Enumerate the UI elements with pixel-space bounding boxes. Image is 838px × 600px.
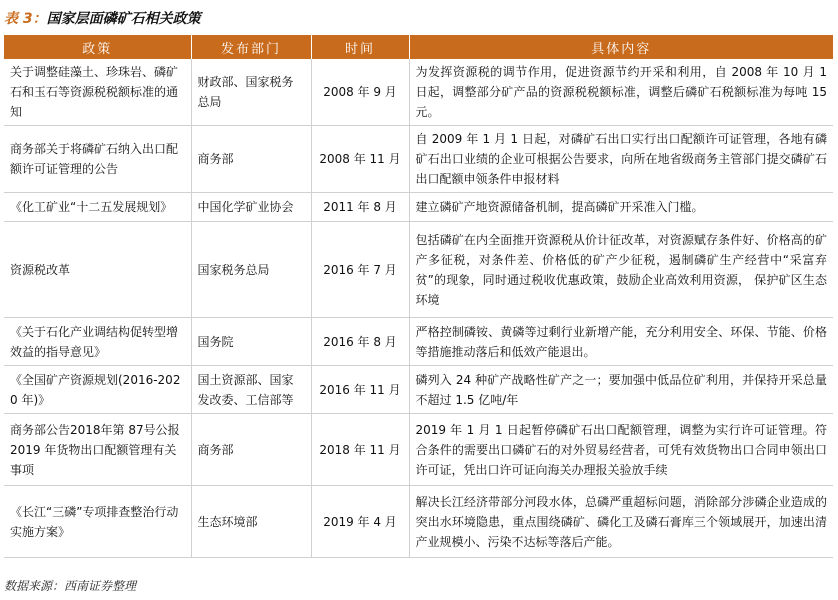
table-row — [4, 366, 833, 414]
department-cell: 国家税务总局 — [191, 222, 311, 318]
header-content: 具体内容 — [409, 35, 833, 59]
department-cell: 生态环境部 — [191, 486, 311, 558]
table-header-row — [4, 35, 833, 59]
table-row — [4, 414, 833, 486]
department-cell: 国务院 — [191, 318, 311, 366]
time-cell: 2011 年 8 月 — [311, 193, 409, 222]
content-cell: 自 2009 年 1 月 1 日起，对磷矿石出口实行出口配额许可证管理，各地有磷矿石出口业绩的企业可根据公告要求，向所在地省级商务主管部门提交磷矿石出口配额申领条件申报材料 — [409, 126, 833, 193]
table-caption — [4, 8, 201, 28]
table-row — [4, 222, 833, 318]
department-cell: 财政部、国家税务总局 — [191, 59, 311, 126]
time-cell: 2016 年 8 月 — [311, 318, 409, 366]
department-cell: 中国化学矿业协会 — [191, 193, 311, 222]
policy-cell: 《全国矿产资源规划(2016-2020 年)》 — [4, 366, 191, 414]
policy-cell: 《关于石化产业调结构促转型增效益的指导意见》 — [4, 318, 191, 366]
table-row — [4, 318, 833, 366]
content-cell: 严格控制磷铵、黄磷等过剩行业新增产能，充分利用安全、环保、节能、价格等措施推动落后和低效产能退出。 — [409, 318, 833, 366]
data-source-note: 数据来源：西南证券整理 — [4, 579, 137, 593]
table-row — [4, 193, 833, 222]
time-cell: 2016 年 7 月 — [311, 222, 409, 318]
time-cell: 2016 年 11 月 — [311, 366, 409, 414]
table-caption-number: 表 3： — [4, 11, 47, 27]
policy-table — [4, 35, 833, 558]
table-caption-text: 国家层面磷矿石相关政策 — [46, 11, 201, 27]
header-department: 发布部门 — [191, 35, 311, 59]
policy-cell: 《长江“三磷”专项排查整治行动实施方案》 — [4, 486, 191, 558]
department-cell: 国土资源部、国家发改委、工信部等 — [191, 366, 311, 414]
time-cell: 2019 年 4 月 — [311, 486, 409, 558]
content-cell: 解决长江经济带部分河段水体，总磷严重超标问题，消除部分涉磷企业造成的突出水环境隐患，重点围绕磷矿、磷化工及磷石膏库三个领域展开，加速出清产业规模小、污染不达标等落后产能。 — [409, 486, 833, 558]
content-cell: 2019 年 1 月 1 日起暂停磷矿石出口配额管理，调整为实行许可证管理。符合条件的需要出口磷矿石的对外贸易经营者，可凭有效货物出口合同申领出口许可证，凭出口许可证向海关办理报关验放手续 — [409, 414, 833, 486]
content-cell: 为发挥资源税的调节作用，促进资源节约开采和利用，自 2008 年 10 月 1 日起，调整部分矿产品的资源税税额标准，调整后磷矿石税额标准为每吨 15 元。 — [409, 59, 833, 126]
policy-cell: 《化工矿业“十二五发展规划》 — [4, 193, 191, 222]
time-cell: 2008 年 11 月 — [311, 126, 409, 193]
table-row — [4, 59, 833, 126]
department-cell: 商务部 — [191, 414, 311, 486]
time-cell: 2018 年 11 月 — [311, 414, 409, 486]
policy-cell: 资源税改革 — [4, 222, 191, 318]
policy-cell: 商务部公告2018年第 87号公报 2019 年货物出口配额管理有关事项 — [4, 414, 191, 486]
content-cell: 包括磷矿在内全面推开资源税从价计征改革，对资源赋存条件好、价格高的矿产多征税，对条件差、价格低的矿产少征税，遏制磷矿生产经营中“采富弃贫”的现象，同时通过税收优惠政策，鼓励企业高效利用资源， 保护矿区生态环境 — [409, 222, 833, 318]
time-cell: 2008 年 9 月 — [311, 59, 409, 126]
department-cell: 商务部 — [191, 126, 311, 193]
content-cell: 磷列入 24 种矿产战略性矿产之一；要加强中低品位矿利用，并保持开采总量不超过 1.5 亿吨/年 — [409, 366, 833, 414]
table-row — [4, 126, 833, 193]
header-policy: 政策 — [4, 35, 191, 59]
content-cell: 建立磷矿产地资源储备机制，提高磷矿开采准入门槛。 — [409, 193, 833, 222]
table-row — [4, 486, 833, 558]
policy-cell: 商务部关于将磷矿石纳入出口配额许可证管理的公告 — [4, 126, 191, 193]
policy-cell: 关于调整硅藻土、珍珠岩、磷矿石和玉石等资源税税额标准的通知 — [4, 59, 191, 126]
header-time: 时间 — [311, 35, 409, 59]
